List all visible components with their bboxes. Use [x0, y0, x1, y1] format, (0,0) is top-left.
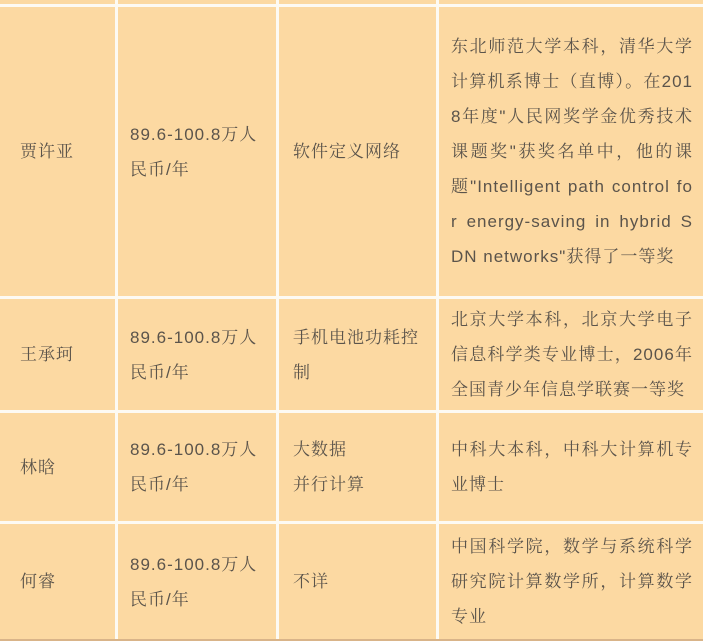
cell-research-field	[279, 524, 436, 639]
salary-value: 89.6-100.8万人民币/年	[130, 554, 258, 609]
cell-salary	[118, 524, 276, 639]
salary-value: 89.6-100.8万人民币/年	[130, 327, 258, 382]
cell-background	[439, 7, 703, 296]
cutoff-row-cell	[118, 0, 276, 4]
cell-salary	[118, 7, 276, 296]
cell-salary	[118, 299, 276, 410]
background-text: 北京大学本科，北京大学电子信息科学类专业博士，2006年全国青少年信息学联赛一等奖	[451, 310, 693, 399]
cutoff-row-cell	[0, 0, 115, 4]
cell-background	[439, 413, 703, 521]
person-name: 王承珂	[20, 345, 74, 364]
cell-background	[439, 524, 703, 639]
cutoff-row-cell	[439, 0, 703, 4]
background-text: 东北师范大学本科，清华大学计算机系博士（直博）。在2018年度"人民网奖学金优秀技术课题奖"获奖名单中，他的课题"Intelligent path control for energy-saving in hybrid SDN networks"获得了一等奖	[451, 37, 693, 266]
research-field-line: 并行计算	[293, 475, 365, 494]
cell-name	[0, 7, 115, 296]
person-name: 何睿	[20, 572, 56, 591]
research-field-line: 不详	[293, 572, 329, 591]
person-name: 贾许亚	[20, 142, 74, 161]
background-text: 中国科学院，数学与系统科学研究院计算数学所，计算数学专业	[451, 537, 693, 626]
cell-name	[0, 413, 115, 521]
research-field-line: 手机电池功耗控制	[293, 327, 419, 382]
cell-research-field	[279, 299, 436, 410]
person-name: 林晗	[20, 457, 56, 477]
cell-salary	[118, 413, 276, 521]
research-field-line: 大数据	[293, 440, 347, 459]
cell-research-field	[279, 413, 436, 521]
salary-value: 89.6-100.8万人民币/年	[130, 440, 258, 494]
cell-name	[0, 299, 115, 410]
cutoff-row-cell	[279, 0, 436, 4]
background-text: 中科大本科，中科大计算机专业博士	[451, 440, 693, 494]
cell-research-field	[279, 7, 436, 296]
salary-value: 89.6-100.8万人民币/年	[130, 124, 258, 179]
cell-background	[439, 299, 703, 410]
cell-name	[0, 524, 115, 639]
research-field-line: 软件定义网络	[293, 142, 401, 161]
